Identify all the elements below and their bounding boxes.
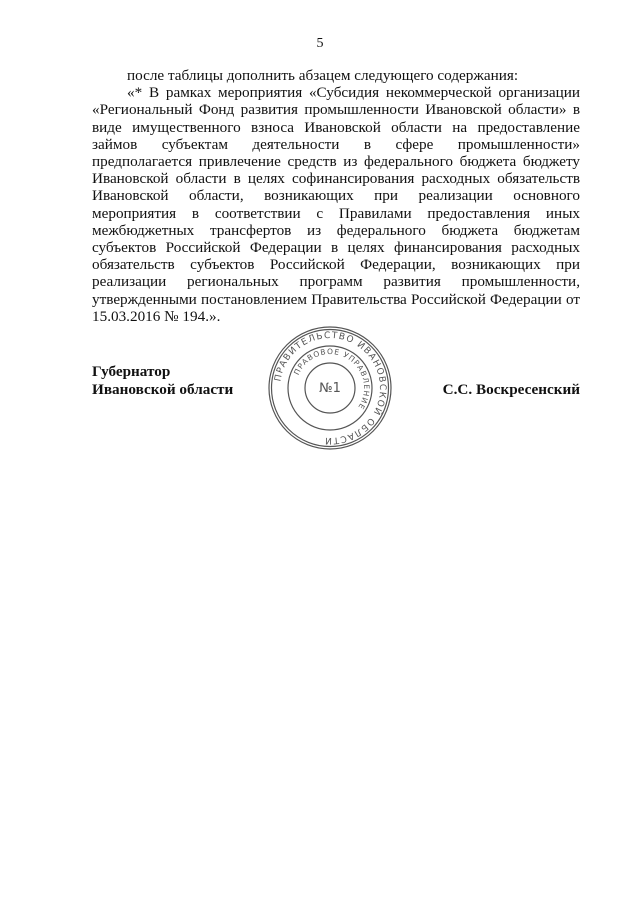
signatory-position-line1: Губернатор xyxy=(92,363,171,380)
signatory-position-line2: Ивановской области xyxy=(92,381,234,398)
document-body xyxy=(92,67,580,325)
intro-paragraph: после таблицы дополнить абзацем следующего содержания: xyxy=(127,67,519,84)
stamp-number: №1 xyxy=(319,381,341,396)
page-number: 5 xyxy=(316,36,324,51)
signatory-position xyxy=(92,363,233,399)
stamp-inner-text: ПРАВОВОЕ УПРАВЛЕНИЕ xyxy=(292,346,372,412)
stamp-seal-icon xyxy=(267,325,393,451)
signatory-name: С.С. Воскресенский xyxy=(442,381,580,398)
svg-text:ПРАВОВОЕ УПРАВЛЕНИЕ xyxy=(292,347,371,412)
inserted-paragraph: «* В рамках мероприятия «Субсидия некоммерческой организации «Региональный Фонд развития промышленности Ивановской области» в виде имущественного взноса Ивановской области на предоставление займов субъектам деятельности в сфере промышленности» предполагается привлечение средств из федерального бюджета бюджету Ивановской области в целях софинансирования расходных обязательств Ивановской области, возникающих при реализации основного мероприятия в соответствии с Правилами предоставления иных межбюджетных трансфертов из федерального бюджета бюджетам субъектов Российской Федерации в целях финансирования расходных обязательств субъектов Российской Федерации, возникающих при реализации региональных программ развития промышленности, утвержденными постановлением Правительства Российской Федерации от 15.03.2016 № 194.». xyxy=(92,84,580,325)
official-stamp xyxy=(267,325,393,451)
stamp-outer-text: ПРАВИТЕЛЬСТВО ИВАНОВСКОЙ ОБЛАСТИ xyxy=(273,330,388,446)
